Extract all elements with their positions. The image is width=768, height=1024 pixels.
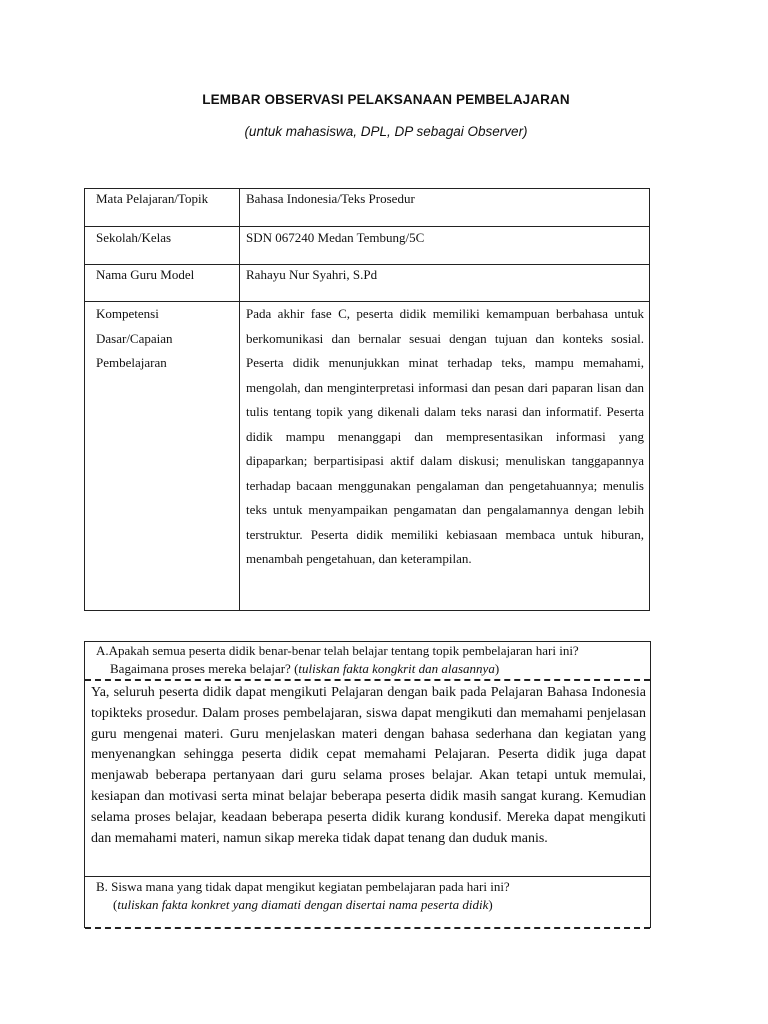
question-b-suffix: )	[488, 897, 493, 912]
table-row	[85, 302, 650, 611]
table-row	[85, 227, 650, 265]
question-a-line2	[96, 660, 650, 678]
table-cell-value	[240, 265, 650, 302]
value-mata-pelajaran: Bahasa Indonesia/Teks Prosedur	[246, 191, 415, 206]
table-cell-value	[240, 189, 650, 227]
answer-a-text: Ya, seluruh peserta didik dapat mengikuti Pelajaran dengan baik pada Pelajaran Bahasa Indonesia topikteks prosedur. Dalam proses pembelajaran, siswa dapat mengikuti dan memahami penjelasan guru mengenai materi. Guru menjelaskan materi dengan bahasa sederhana dan kegiatan yang menyenangkan sehingga peserta didik cepat memahami Pelajaran. Peserta didik juga dapat menjawab beberapa pertanyaan dari guru selama proses belajar. Akan tetapi untuk memulai, kesiapan dan motivasi serta minat belajar beberapa peserta didik masih sangat kurang. Kemudian selama proses belajar, keadaan beberapa peserta didik kurang kondusif. Mereka dapat mengikuti dan memahami materi, namun sikap mereka tidak dapat tenang dan duduk manis.	[91, 685, 646, 846]
question-b-line2	[96, 896, 650, 914]
label-sekolah-kelas: Sekolah/Kelas	[96, 230, 172, 245]
answer-a-box	[85, 681, 650, 876]
dashed-divider	[85, 927, 650, 929]
question-a-line1: A.Apakah semua peserta didik benar-benar telah belajar tentang topik pembelajaran hari ini?	[96, 643, 579, 658]
table-row	[85, 265, 650, 302]
table-cell-value	[240, 227, 650, 265]
label-kompetensi-line: Pembelajaran	[96, 355, 167, 370]
label-kompetensi-line: Kompetensi	[96, 306, 159, 321]
label-kompetensi-line: Dasar/Capaian	[96, 330, 173, 346]
value-nama-guru: Rahayu Nur Syahri, S.Pd	[246, 267, 378, 282]
page-title: LEMBAR OBSERVASI PELAKSANAAN PEMBELAJARAN	[202, 92, 570, 107]
label-nama-guru: Nama Guru Model	[96, 267, 195, 282]
table-cell-label	[85, 189, 240, 227]
label-mata-pelajaran: Mata Pelajaran/Topik	[96, 191, 209, 206]
table-cell-value	[240, 302, 650, 611]
question-b	[85, 877, 650, 927]
table-row	[85, 189, 650, 227]
question-b-prefix: (	[113, 897, 118, 912]
table-cell-label	[85, 302, 240, 611]
question-a-italic: tuliskan fakta kongkrit dan alasannya	[298, 661, 495, 676]
label-kompetensi	[96, 302, 239, 376]
question-b-italic: tuliskan fakta konkret yang diamati dengan disertai nama peserta didik	[117, 897, 489, 912]
table-cell-label	[85, 265, 240, 302]
page-subtitle: (untuk mahasiswa, DPL, DP sebagai Observer)	[244, 124, 528, 139]
table-cell-label	[85, 227, 240, 265]
value-sekolah-kelas: SDN 067240 Medan Tembung/5C	[246, 230, 425, 245]
question-a-suffix: )	[494, 661, 500, 676]
question-b-line1: B. Siswa mana yang tidak dapat mengikut kegiatan pembelajaran pada hari ini?	[96, 879, 510, 894]
value-kompetensi: Pada akhir fase C, peserta didik memiliki kemampuan berbahasa untuk berkomunikasi dan bernalar sesuai dengan tujuan dan konteks sosial. Peserta didik menunjukkan minat terhadap teks, mampu memahami, mengolah, dan menginterpretasi informasi dan pesan dari paparan lisan dan tulis tentang topik yang dikenali dalam teks narasi dan informatif. Peserta didik mampu menanggapi dan mempresentasikan informasi yang dipaparkan; berpartisipasi aktif dalam diskusi; menuliskan tanggapannya terhadap bacaan menggunakan pengalaman dan pengetahuannya; menulis teks untuk menyampaikan pengamatan dan pengalamannya dengan lebih terstruktur. Peserta didik memiliki kebiasaan membaca untuk hiburan, menambah pengetahuan, dan keterampilan.	[246, 306, 644, 566]
question-a	[85, 642, 650, 679]
observation-box	[84, 641, 651, 928]
info-table	[84, 188, 650, 611]
question-a-prefix: Bagaimana proses mereka belajar? (	[110, 661, 299, 676]
